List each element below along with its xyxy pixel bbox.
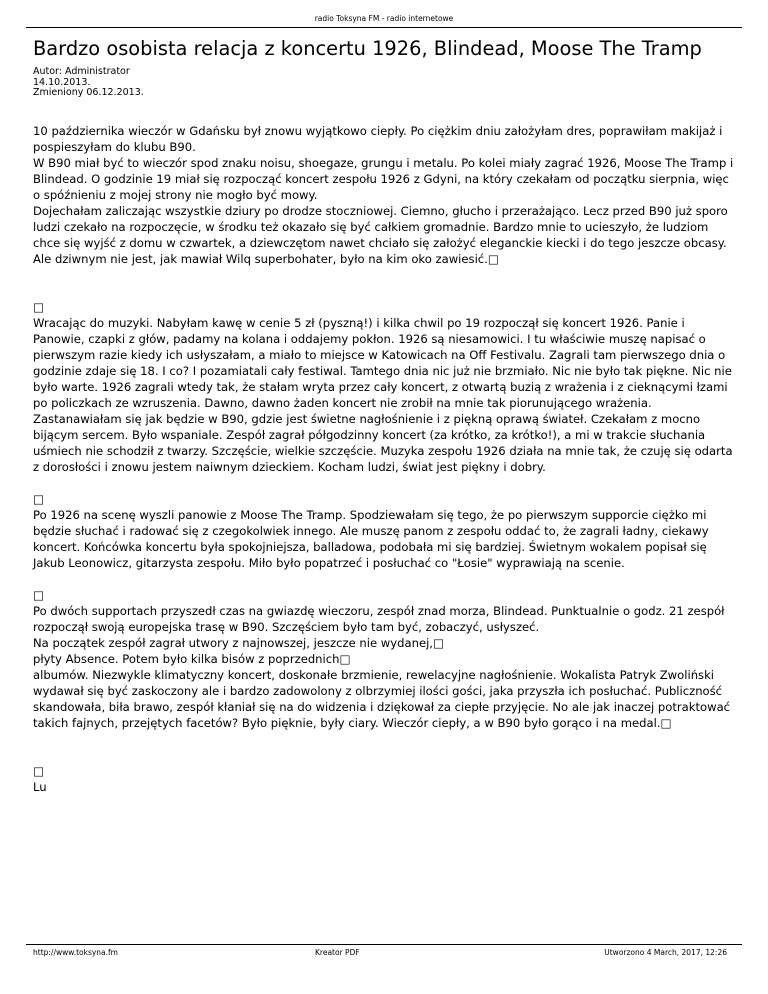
paragraph: albumów. Niezwykle klimatyczny koncert, doskonałe brzmienie, rewelacyjne nagłośnienie. Wokalista Patryk Zwoliński wydawał się być zaskoczony ale i bardzo zadowolony z olbrzymiej ilości gości, jaka przyszła ich posłuchać. Publiczność skandowała, biła brawo, zespół kłaniał się na do widzenia i dziękował za ciepłe przyjęcie. No ale jak inaczej potraktować takich fajnych, przejętych facetów? Było pięknie, były ciary. Wieczór ciepły, a w B90 było gorąco i na medal.□ <box>33 668 731 730</box>
spacer <box>33 283 738 299</box>
article-body <box>33 123 738 795</box>
spacer <box>33 475 738 491</box>
placeholder-glyph: □ <box>33 588 44 602</box>
signature: Lu <box>33 780 47 794</box>
footer-created-date: Utworzono 4 March, 2017, 12:26 <box>604 948 727 957</box>
paragraph: W B90 miał być to wieczór spod znaku noisu, shoegaze, grungu i metalu. Po kolei miały zagrać 1926, Moose The Tramp i Blindead. O godzinie 19 miał się rozpocząć koncert zespołu 1926 z Gdyni, na który czekałam od początku sierpnia, więc o spóźnieniu z mojej strony nie mogło być mowy. <box>33 156 734 202</box>
paragraph: 10 października wieczór w Gdańsku był znowu wyjątkowo ciepły. Po ciężkim dniu założyłam dres, poprawiłam makijaż i pospieszyłam do klubu B90. <box>33 124 723 154</box>
modified-date: Zmieniony 06.12.2013. <box>33 87 144 98</box>
article-meta <box>33 67 433 99</box>
publish-date: 14.10.2013. <box>33 76 91 88</box>
paragraph: Na początek zespół zagrał utwory z najnowszej, jeszcze nie wydanej,□ <box>33 636 444 650</box>
placeholder-glyph: □ <box>33 300 44 314</box>
footer-url[interactable]: http://www.toksyna.fm <box>33 948 118 957</box>
spacer <box>33 747 738 763</box>
site-header-title: radio Toksyna FM - radio internetowe <box>314 14 454 23</box>
paragraph: Dojechałam zaliczając wszystkie dziury po drodze stoczniowej. Ciemno, głucho i przerażająco. Lecz przed B90 już sporo ludzi czekało na rozpoczęcie, w środku też okazało się być całkiem gromadnie. Bardzo mnie to ucieszyło, że ludziom chce się wyjść z domu w czwartek, a dziewczętom nawet chciało się założyć eleganckie kiecki i do tego jeszcze obcasy. Ale dziwnym nie jest, jak mawiał Wilq superbohater, było na kim oko zawiesić.□ <box>33 204 728 266</box>
article-title: Bardzo osobista relacja z koncertu 1926, Blindead, Moose The Tramp <box>33 37 702 60</box>
placeholder-glyph: □ <box>33 764 44 778</box>
paragraph: Wracając do muzyki. Nabyłam kawę w cenie 5 zł (pyszną!) i kilka chwil po 19 rozpoczął się koncert 1926. Panie i Panowie, czapki z głów, padamy na kolana i oddajemy pokłon. 1926 są niesamowici. I tu właściwie muszę napisać o pierwszym razie kiedy ich usłyszałam, a miało to miejsce w Katowicach na Off Festivalu. Zagrali tam pierwszego dnia o godzinie zdaje się 18. I co? I pozamiatali cały festiwal. Tamtego dnia nic już nie brzmiało. Nic nie było tak piękne. Nic nie było warte. 1926 zagrali wtedy tak, że stałam wryta przez cały koncert, z otwartą buzią z wrażenia i z cieknącymi łzami po policzkach ze wzruszenia. Dawno, dawno żaden koncert nie zrobił na mnie tak piorunującego wrażenia. Zastanawiałam się jak będzie w B90, gdzie jest świetne nagłośnienie i z piękną oprawą świateł. Czekałam z mocno bijącym sercem. Było wspaniale. Zespół zagrał półgodzinny koncert (za krótko, za krótko!), a mi w trakcie słuchania uśmiech nie schodził z twarzy. Szczęście, wielkie szczęście. Muzyka zespołu 1926 działa na mnie tak, że czuję się odarta z dorosłości i znowu jestem naiwnym dzieckiem. Kocham ludzi, świat jest piękny i dobry. <box>33 316 733 474</box>
footer-generator: Kreator PDF <box>315 948 360 957</box>
spacer <box>33 267 738 283</box>
author-line: Autor: Administrator <box>33 66 130 77</box>
paragraph: płyty Absence. Potem było kilka bisów z poprzednich□ <box>33 652 351 666</box>
spacer <box>33 571 738 587</box>
header-divider <box>26 27 742 28</box>
footer-divider <box>26 944 742 945</box>
placeholder-glyph: □ <box>33 492 44 506</box>
paragraph: Po 1926 na scenę wyszli panowie z Moose The Tramp. Spodziewałam się tego, że po pierwszym supporcie ciężko mi będzie słuchać i radować się z czegokolwiek innego. Ale muszę panom z zespołu oddać to, że zagrali ładny, ciekawy koncert. Końcówka koncertu była spokojniejsza, balladowa, podobała mi się bardziej. Świetnym wokalem popisał się Jakub Leonowicz, gitarzysta zespołu. Miło było popatrzeć i posłuchać co "Łosie" wyprawiają na scenie. <box>33 508 709 570</box>
spacer <box>33 731 738 747</box>
paragraph: Po dwóch supportach przyszedł czas na gwiazdę wieczoru, zespół znad morza, Blindead. Punktualnie o godz. 21 zespół rozpoczął swoją europejska trasę w B90. Szczęściem było tam być, zobaczyć, usłyszeć. <box>33 604 725 634</box>
